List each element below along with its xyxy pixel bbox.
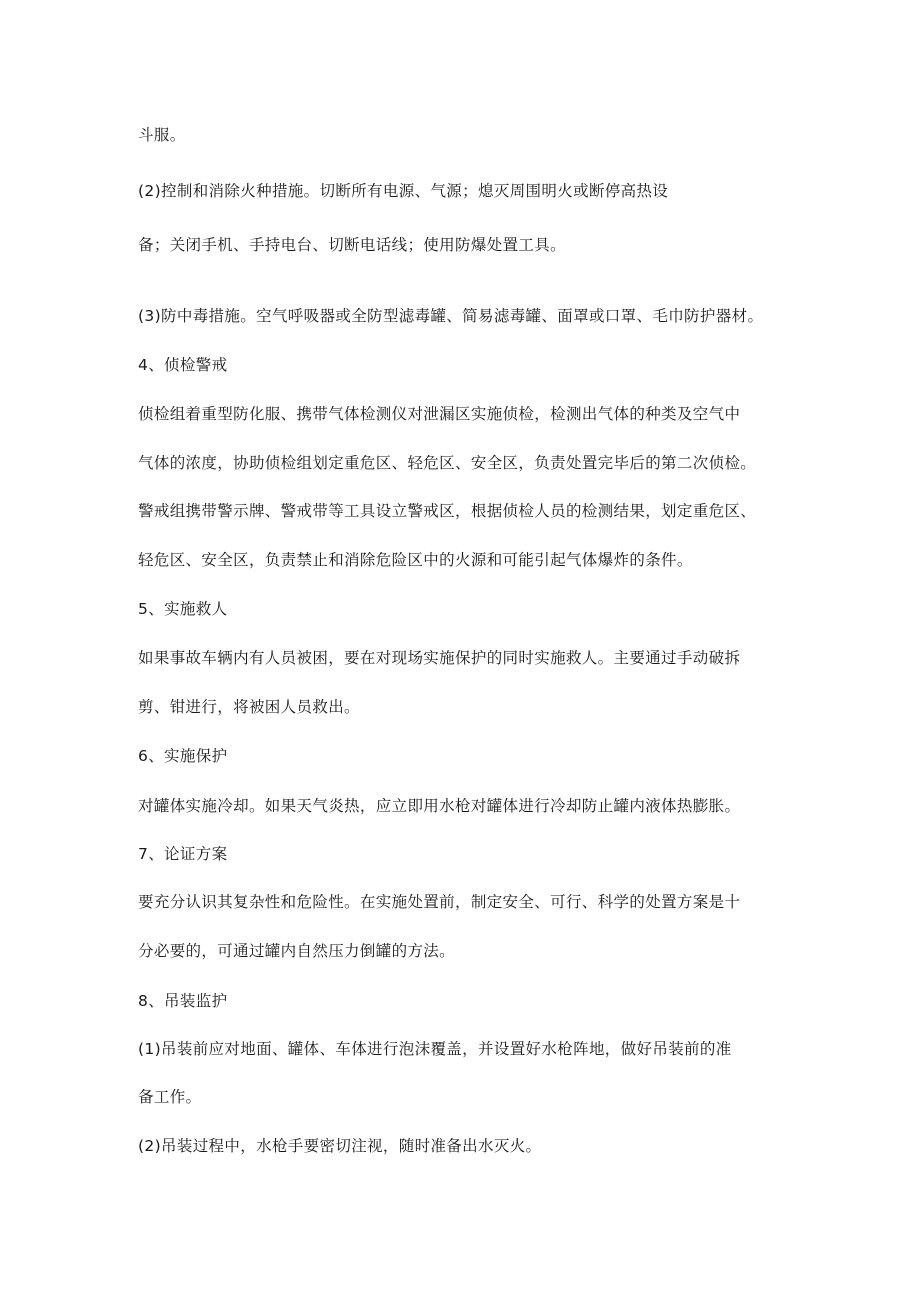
text-line: 分必要的，可通过罐内自然压力倒罐的方法。: [138, 942, 456, 960]
text-line: (3)防中毒措施。空气呼吸器或全防型滤毒罐、简易滤毒罐、面罩或口罩、毛巾防护器材。: [138, 307, 764, 325]
text-line: 如果事故车辆内有人员被困，要在对现场实施保护的同时实施救人。主要通过手动破拆: [138, 649, 741, 667]
text-line: (2)控制和消除火种措施。切断所有电源、气源；熄灭周围明火或断停高热设: [138, 182, 669, 200]
text-line: 轻危区、安全区，负责禁止和消除危险区中的火源和可能引起气体爆炸的条件。: [138, 551, 693, 569]
section-heading: 8、吊装监护: [138, 992, 228, 1010]
text-line: 斗服。: [138, 126, 186, 144]
text-line: 警戒组携带警示牌、警戒带等工具设立警戒区，根据侦检人员的检测结果，划定重危区、: [138, 502, 757, 520]
text-line: 侦检组着重型防化服、携带气体检测仪对泄漏区实施侦检，检测出气体的种类及空气中: [138, 405, 741, 423]
section-heading: 7、论证方案: [138, 845, 228, 863]
text-line: (1)吊装前应对地面、罐体、车体进行泡沫覆盖，并设置好水枪阵地，做好吊装前的准: [138, 1040, 732, 1058]
text-line: 备；关闭手机、手持电台、切断电话线；使用防爆处置工具。: [138, 236, 566, 254]
section-heading: 6、实施保护: [138, 747, 228, 765]
section-heading: 5、实施救人: [138, 600, 228, 618]
text-line: 气体的浓度，协助侦检组划定重危区、轻危区、安全区，负责处置完毕后的第二次侦检。: [138, 454, 757, 472]
text-line: 对罐体实施冷却。如果天气炎热，应立即用水枪对罐体进行冷却防止罐内液体热膨胀。: [138, 797, 741, 815]
text-line: 备工作。: [138, 1088, 202, 1106]
text-line: 要充分认识其复杂性和危险性。在实施处置前，制定安全、可行、科学的处置方案是十: [138, 893, 741, 911]
section-heading: 4、侦检警戒: [138, 356, 228, 374]
text-line: 剪、钳进行，将被困人员救出。: [138, 698, 360, 716]
text-line: (2)吊装过程中，水枪手要密切注视，随时准备出水灭火。: [138, 1137, 542, 1155]
